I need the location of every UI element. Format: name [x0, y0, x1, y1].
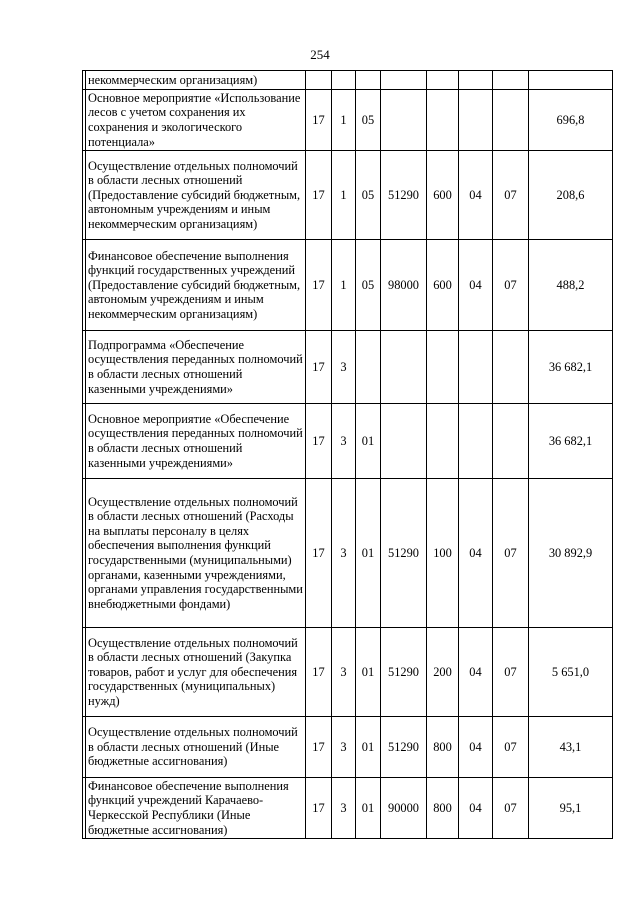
code-cell: 51290 [381, 628, 427, 717]
row-name-cell: Осуществление отдельных полномочий в области лесных отношений (Расходы на выплаты персоналу в целях обеспечения выполнения функций государственными (муниципальными) органами, казенными учреждениями, органами управления государственными внебюджетными фондами) [86, 479, 306, 628]
code-cell: 17 [306, 151, 332, 240]
code-cell [459, 331, 493, 404]
code-cell [427, 404, 459, 479]
row-name-cell: Осуществление отдельных полномочий в области лесных отношений (Предоставление субсидий бюджетным, автономным учреждениям и иным некоммерческим организациям) [86, 151, 306, 240]
code-cell: 17 [306, 479, 332, 628]
code-cell: 1 [332, 90, 356, 151]
code-cell: 07 [493, 778, 529, 839]
code-cell [493, 90, 529, 151]
budget-table [82, 70, 613, 839]
code-cell: 3 [332, 479, 356, 628]
code-cell: 04 [459, 628, 493, 717]
code-cell: 3 [332, 628, 356, 717]
code-cell: 600 [427, 240, 459, 331]
code-cell [459, 90, 493, 151]
amount-cell: 36 682,1 [529, 404, 613, 479]
table-row [83, 331, 613, 404]
code-cell: 17 [306, 628, 332, 717]
code-cell: 200 [427, 628, 459, 717]
code-cell: 100 [427, 479, 459, 628]
code-cell [427, 90, 459, 151]
code-cell: 05 [356, 90, 381, 151]
code-cell: 98000 [381, 240, 427, 331]
table-row-continued [83, 71, 613, 90]
code-cell: 07 [493, 628, 529, 717]
table-row [83, 404, 613, 479]
code-cell: 600 [427, 151, 459, 240]
amount-cell: 30 892,9 [529, 479, 613, 628]
row-name-cell: Подпрограмма «Обеспечение осуществления переданных полномочий в области лесных отношений казенными учреждениями» [86, 331, 306, 404]
code-cell: 07 [493, 240, 529, 331]
code-cell: 04 [459, 240, 493, 331]
code-cell: 3 [332, 331, 356, 404]
code-cell: 3 [332, 778, 356, 839]
code-cell: 51290 [381, 717, 427, 778]
code-cell: 17 [306, 331, 332, 404]
code-cell: 800 [427, 778, 459, 839]
row-name-cell: Основное мероприятие «Обеспечение осуществления переданных полномочий в области лесных отношений казенными учреждениями» [86, 404, 306, 479]
code-cell: 17 [306, 404, 332, 479]
amount-cell: 696,8 [529, 90, 613, 151]
code-cell: 07 [493, 717, 529, 778]
row-name-cell: Финансовое обеспечение выполнения функций учреждений Карачаево-Черкесской Республики (Иные бюджетные ассигнования) [86, 778, 306, 839]
code-cell: 04 [459, 778, 493, 839]
code-cell: 01 [356, 404, 381, 479]
code-cell: 04 [459, 479, 493, 628]
row-name-cell: Осуществление отдельных полномочий в области лесных отношений (Иные бюджетные ассигнования) [86, 717, 306, 778]
code-cell [493, 404, 529, 479]
amount-cell: 95,1 [529, 778, 613, 839]
code-cell: 05 [356, 240, 381, 331]
code-cell: 01 [356, 479, 381, 628]
code-cell [381, 404, 427, 479]
code-cell: 17 [306, 90, 332, 151]
code-cell: 01 [356, 717, 381, 778]
code-cell: 1 [332, 151, 356, 240]
amount-cell: 208,6 [529, 151, 613, 240]
page-number: 254 [310, 47, 330, 62]
code-cell [381, 331, 427, 404]
code-cell: 800 [427, 717, 459, 778]
code-cell: 1 [332, 240, 356, 331]
code-cell: 17 [306, 717, 332, 778]
row-name-cell: Основное мероприятие «Использование лесов с учетом сохранения их сохранения и экологического потенциала» [86, 90, 306, 151]
table-row [83, 90, 613, 151]
amount-cell: 5 651,0 [529, 628, 613, 717]
row-name-cell: Финансовое обеспечение выполнения функций государственных учреждений (Предоставление субсидий бюджетным, автономым учреждениям и иным некоммерческим организациям) [86, 240, 306, 331]
table-row [83, 717, 613, 778]
amount-cell: 36 682,1 [529, 331, 613, 404]
table-row [83, 240, 613, 331]
code-cell: 05 [356, 151, 381, 240]
code-cell [381, 90, 427, 151]
code-cell: 17 [306, 778, 332, 839]
code-cell: 51290 [381, 479, 427, 628]
code-cell: 04 [459, 151, 493, 240]
table-row [83, 628, 613, 717]
amount-cell: 488,2 [529, 240, 613, 331]
code-cell: 01 [356, 778, 381, 839]
table-row [83, 778, 613, 839]
code-cell [427, 331, 459, 404]
code-cell: 01 [356, 628, 381, 717]
amount-cell: 43,1 [529, 717, 613, 778]
table-row [83, 479, 613, 628]
table-row [83, 151, 613, 240]
code-cell [493, 331, 529, 404]
code-cell: 07 [493, 151, 529, 240]
code-cell: 51290 [381, 151, 427, 240]
row-name-cell: Осуществление отдельных полномочий в области лесных отношений (Закупка товаров, работ и услуг для обеспечения государственных (муниципальных) нужд) [86, 628, 306, 717]
row-name-cell: некоммерческим организациям) [86, 71, 306, 90]
code-cell: 17 [306, 240, 332, 331]
code-cell: 90000 [381, 778, 427, 839]
code-cell: 04 [459, 717, 493, 778]
code-cell: 3 [332, 717, 356, 778]
code-cell: 3 [332, 404, 356, 479]
code-cell [459, 404, 493, 479]
code-cell [356, 331, 381, 404]
code-cell: 07 [493, 479, 529, 628]
